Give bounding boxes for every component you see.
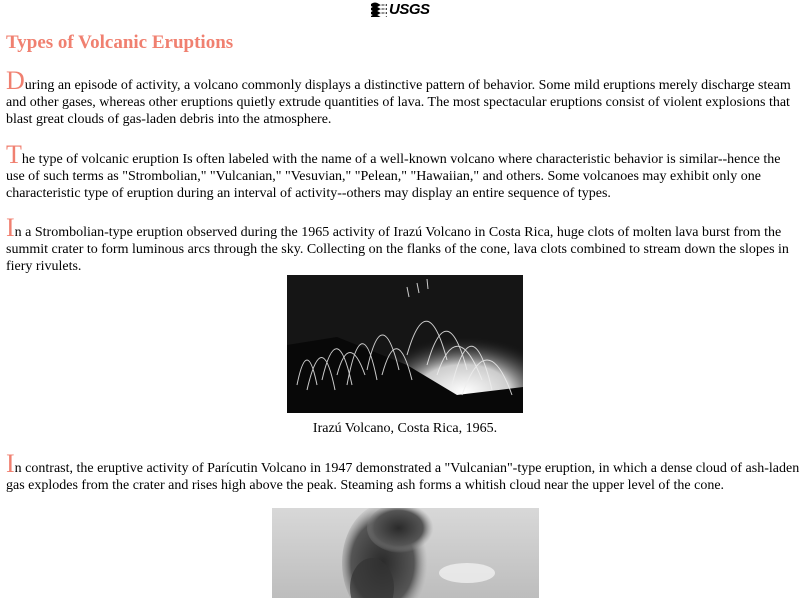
irazu-eruption-photo[interactable] <box>287 275 523 413</box>
drop-cap: T <box>6 140 22 169</box>
paragraph-text: uring an episode of activity, a volcano commonly displays a distinctive pattern of behavior. Some mild eruptions merely discharge steam and other gases, whereas other eruptions quietly extrude quantities of lava. The most spectacular eruptions consist of violent explosions that blast great clouds of gas-laden debris into the atmosphere. <box>6 78 791 127</box>
paragraph-strombolian <box>6 213 800 275</box>
drop-cap: I <box>6 213 15 242</box>
irazu-caption: Irazú Volcano, Costa Rica, 1965. <box>312 421 498 436</box>
paragraph-intro <box>6 66 800 128</box>
drop-cap: I <box>6 449 15 478</box>
paricutin-eruption-photo[interactable] <box>272 508 539 598</box>
logo-text: USGS <box>389 0 430 18</box>
photo-irazu-image <box>287 275 523 413</box>
usgs-wave-icon <box>371 1 387 17</box>
photo-paricutin-image <box>272 508 539 598</box>
drop-cap: D <box>6 66 25 95</box>
page-title: Types of Volcanic Eruptions <box>6 32 234 53</box>
paragraph-text: n a Strombolian-type eruption observed during the 1965 activity of Irazú Volcano in Costa Rica, huge clots of molten lava burst from the summit crater to form luminous arcs through the sky. Collecting on the flanks of the cone, lava clots combined to stream down the slopes in fiery rivulets. <box>6 225 789 274</box>
usgs-logo[interactable] <box>371 0 437 18</box>
paragraph-text: he type of volcanic eruption Is often labeled with the name of a well-known volcano where characteristic behavior is similar--hence the use of such terms as "Strombolian," "Vulcanian," "Vesuvian," "Pelean," "Hawaiian," and others. Some volcanoes may exhibit only one characteristic type of eruption during an interval of activity--others may display an entire sequence of types. <box>6 152 781 201</box>
paragraph-text: n contrast, the eruptive activity of Parícutin Volcano in 1947 demonstrated a "Vulcanian"-type eruption, in which a dense cloud of ash-laden gas explodes from the crater and rises high above the peak. Steaming ash forms a whitish cloud near the upper level of the cone. <box>6 461 800 493</box>
paragraph-vulcanian <box>6 449 800 494</box>
paragraph-eruption-types <box>6 140 800 202</box>
